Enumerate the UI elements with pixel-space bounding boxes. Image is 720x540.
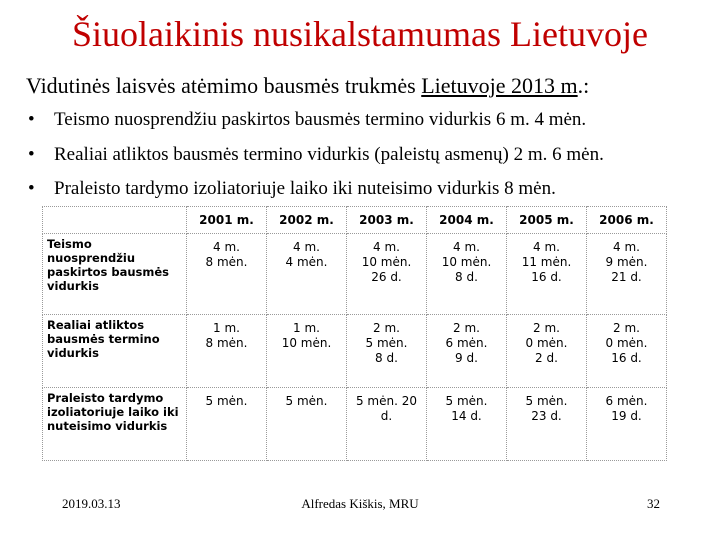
table-cell <box>427 234 507 315</box>
cell-line: 23 d. <box>531 409 562 423</box>
table-cell <box>587 234 667 315</box>
cell-line: 5 mėn. <box>445 394 488 408</box>
sentence-duration-table <box>42 206 667 461</box>
cell-line: 10 mėn. <box>441 255 492 269</box>
cell-line: 4 m. <box>213 240 240 254</box>
header-year: 2005 m. <box>507 207 587 234</box>
table-cell <box>587 388 667 461</box>
bullet-text: Realiai atliktos bausmės termino vidurkis (paleistų asmenų) 2 m. 6 mėn. <box>54 143 604 165</box>
table-cell <box>507 388 587 461</box>
footer-page-number: 32 <box>647 496 660 511</box>
cell-line: 4 m. <box>293 240 320 254</box>
cell-line: 8 mėn. <box>205 255 248 269</box>
cell-line: 5 mėn. <box>525 394 568 408</box>
header-corner <box>43 207 187 234</box>
cell-line: 4 m. <box>613 240 640 254</box>
table-cell <box>427 388 507 461</box>
cell-line: 4 m. <box>533 240 560 254</box>
cell-line: 2 m. <box>613 321 640 335</box>
table-cell <box>267 234 347 315</box>
subtitle-suffix: .: <box>577 73 590 98</box>
row-label: Teismo nuosprendžiu paskirtos bausmės vidurkis <box>43 234 187 315</box>
bullet-text: Teismo nuosprendžiu paskirtos bausmės termino vidurkis 6 m. 4 mėn. <box>54 109 587 130</box>
cell-line: 16 d. <box>531 270 562 284</box>
bullet-list <box>28 108 604 212</box>
cell-line: 9 mėn. <box>605 255 648 269</box>
footer-date: 2019.03.13 <box>62 496 121 511</box>
table-cell <box>347 315 427 388</box>
table-cell <box>187 234 267 315</box>
table-cell <box>187 388 267 461</box>
cell-line: 26 d. <box>371 270 402 284</box>
bullet-item <box>28 108 604 132</box>
cell-line: 0 mėn. <box>605 336 648 350</box>
cell-line: 2 m. <box>373 321 400 335</box>
cell-line: 14 d. <box>451 409 482 423</box>
table-cell <box>427 315 507 388</box>
table-cell <box>587 315 667 388</box>
cell-line: d. <box>380 409 393 423</box>
footer-author: Alfredas Kiškis, MRU <box>301 496 419 511</box>
table-cell <box>267 388 347 461</box>
cell-line: 10 mėn. <box>361 255 412 269</box>
row-label: Praleisto tardymo izoliatoriuje laiko iki nuteisimo vidurkis <box>43 388 187 461</box>
cell-line: 4 m. <box>453 240 480 254</box>
table-cell <box>267 315 347 388</box>
row-label: Realiai atliktos bausmės termino vidurkis <box>43 315 187 388</box>
cell-line: 8 d. <box>375 351 398 365</box>
header-year: 2006 m. <box>587 207 667 234</box>
bullet-item <box>28 143 604 167</box>
cell-line: 5 mėn. 20 <box>355 394 418 408</box>
table-row <box>43 315 667 388</box>
cell-line: 16 d. <box>611 351 642 365</box>
table-cell <box>507 234 587 315</box>
bullet-icon: • <box>28 143 35 165</box>
header-year: 2001 m. <box>187 207 267 234</box>
cell-line: 1 m. <box>213 321 240 335</box>
cell-line: 6 mėn. <box>445 336 488 350</box>
slide-title: Šiuolaikinis nusikalstamumas Lietuvoje <box>72 14 648 54</box>
cell-line: 5 mėn. <box>365 336 408 350</box>
cell-line: 9 d. <box>455 351 478 365</box>
table-cell <box>187 315 267 388</box>
cell-line: 8 mėn. <box>205 336 248 350</box>
cell-line: 4 mėn. <box>285 255 328 269</box>
cell-line: 2 d. <box>535 351 558 365</box>
cell-line: 4 m. <box>373 240 400 254</box>
cell-line: 8 d. <box>455 270 478 284</box>
subtitle-underlined: Lietuvoje 2013 m <box>421 73 578 98</box>
header-year: 2004 m. <box>427 207 507 234</box>
cell-line: 0 mėn. <box>525 336 568 350</box>
cell-line: 5 mėn. <box>285 394 328 408</box>
bullet-icon: • <box>28 178 35 199</box>
cell-line: 21 d. <box>611 270 642 284</box>
cell-line: 19 d. <box>611 409 642 423</box>
slide-subtitle <box>26 72 589 100</box>
header-year: 2002 m. <box>267 207 347 234</box>
table-cell <box>347 234 427 315</box>
subtitle-prefix: Vidutinės laisvės atėmimo bausmės trukmės <box>26 73 422 98</box>
bullet-text: Praleisto tardymo izoliatoriuje laiko iki nuteisimo vidurkis 8 mėn. <box>54 178 556 199</box>
table-row <box>43 388 667 461</box>
cell-line: 11 mėn. <box>521 255 572 269</box>
bullet-icon: • <box>28 109 35 130</box>
table-cell <box>347 388 427 461</box>
bullet-item <box>28 177 604 201</box>
cell-line: 5 mėn. <box>205 394 248 408</box>
cell-line: 2 m. <box>453 321 480 335</box>
cell-line: 6 mėn. <box>605 394 648 408</box>
table-cell <box>507 315 587 388</box>
cell-line: 1 m. <box>293 321 320 335</box>
cell-line: 10 mėn. <box>281 336 332 350</box>
table-header-row <box>43 207 667 234</box>
header-year: 2003 m. <box>347 207 427 234</box>
cell-line: 2 m. <box>533 321 560 335</box>
table-row <box>43 234 667 315</box>
